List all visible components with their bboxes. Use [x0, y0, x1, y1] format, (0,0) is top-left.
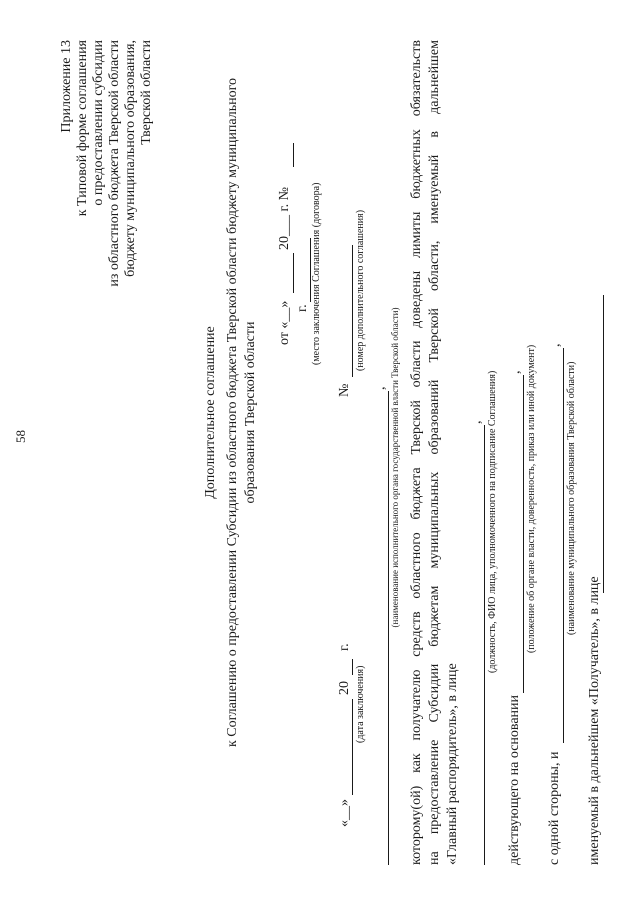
title-line-3: образования Тверской области — [243, 321, 258, 504]
other-side-blank — [563, 348, 564, 743]
title-line-2: к Соглашению о предоставлении Субсидии из областного бюджета Тверской области бюджету муниципального — [225, 78, 240, 748]
date-g: г. — [337, 643, 352, 651]
other-side-comma: , — [548, 343, 563, 347]
date-blank — [352, 699, 353, 795]
appendix-line-6: Тверской области — [139, 40, 154, 145]
ref-date-blank — [293, 253, 294, 293]
page-number: 58 — [13, 430, 28, 443]
number-blank — [352, 245, 353, 377]
date-year-blank — [352, 659, 353, 675]
body-line-3: «Главный распорядитель», в лице — [445, 663, 460, 865]
appendix-line-5: бюджету муниципального образования, — [123, 40, 138, 277]
organ-blank — [388, 391, 389, 865]
ref-number-blank — [293, 143, 294, 167]
recipient-blank — [603, 295, 604, 593]
other-side-caption: (наименование муниципального образования Тверской области) — [566, 361, 577, 635]
ref-city-prefix: г. — [295, 304, 310, 312]
other-side-label: с одной стороны, и — [547, 751, 562, 865]
basis-blank — [523, 375, 524, 693]
appendix-line-4: из областного бюджета Тверской области — [107, 40, 122, 287]
basis-comma: , — [508, 370, 523, 374]
ref-year-part: 20___ г. № — [277, 186, 292, 250]
date-year: 20 — [337, 681, 352, 695]
appendix-line-1: Приложение 13 — [59, 40, 74, 133]
organ-caption: (наименование исполнительного органа государственной власти Тверской области) — [390, 307, 400, 628]
number-label: № — [337, 383, 352, 397]
person-comma: , — [469, 420, 484, 424]
body-line-1: которому(ой) как получателю средств областного бюджета Тверской области доведены лимиты бюджетных обязательств — [409, 40, 424, 865]
date-caption: (дата заключения) — [355, 665, 366, 743]
body-line-2: на предоставление Субсидии бюджетам муниципальных образований Тверской области, именуемый в дальнейшем — [427, 40, 442, 865]
title-line-1: Дополнительное соглашение — [203, 326, 218, 499]
appendix-line-3: о предоставлении субсидии — [91, 40, 106, 206]
basis-label: действующего на основании — [507, 694, 522, 865]
ref-date-prefix: от «__» — [277, 300, 292, 345]
person-blank — [484, 425, 485, 865]
date-open: «__» — [337, 799, 352, 827]
recipient-label: именуемый в дальнейшем «Получатель», в лице — [587, 576, 602, 865]
organ-comma: , — [373, 386, 388, 390]
person-caption: (должность, ФИО лица, уполномоченного на подписание Соглашения) — [487, 370, 498, 673]
number-caption: (номер дополнительного соглашения) — [355, 209, 366, 371]
place-caption: (место заключения Соглашения (договора) — [311, 182, 322, 365]
basis-caption: (положение об органе власти, доверенность, приказ или иной документ) — [526, 344, 537, 653]
appendix-line-2: к Типовой форме соглашения — [75, 40, 90, 217]
